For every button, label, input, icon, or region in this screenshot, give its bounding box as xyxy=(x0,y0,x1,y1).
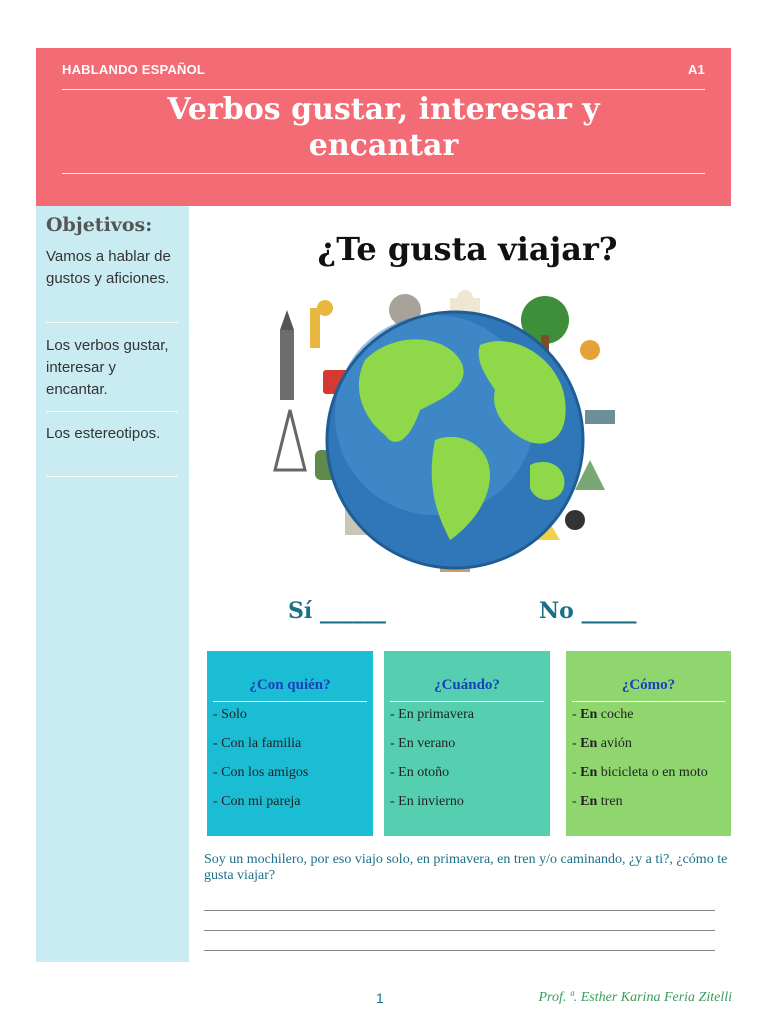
list-item: - Con mi pareja xyxy=(213,794,301,809)
box-divider xyxy=(572,701,725,702)
world-travel-illustration xyxy=(245,290,655,585)
objective-item: Los estereotipos. xyxy=(46,425,161,442)
course-name: HABLANDO ESPAÑOL xyxy=(62,62,206,77)
list-item: - Con los amigos xyxy=(213,765,309,780)
box-divider xyxy=(390,701,544,702)
item-text: coche xyxy=(597,707,634,722)
list-item: - Solo xyxy=(213,707,247,722)
header-top-row xyxy=(62,62,705,77)
yes-answer[interactable]: Sí ______ xyxy=(288,598,386,624)
bold-prefix: En xyxy=(580,765,598,780)
question-title: ¿Te gusta viajar? xyxy=(317,230,618,268)
author-credit: Prof. ª. Esther Karina Feria Zitelli xyxy=(538,990,732,1005)
header-divider-bottom xyxy=(62,173,705,174)
list-item: - En bicicleta o en moto xyxy=(572,765,708,780)
objective-divider xyxy=(46,322,178,323)
writing-prompt: Soy un mochilero, por eso viajo solo, en primavera, en tren y/o caminando, ¿y a ti?, ¿cómo te gusta viajar? xyxy=(204,852,728,883)
list-item: - En otoño xyxy=(390,765,450,780)
list-item: - En coche xyxy=(572,707,634,722)
with-whom-title: ¿Con quién? xyxy=(249,677,331,693)
no-answer[interactable]: No _____ xyxy=(539,598,637,624)
list-item: - En invierno xyxy=(390,794,464,809)
list-item: - En verano xyxy=(390,736,456,751)
how-title: ¿Cómo? xyxy=(621,677,676,693)
item-text: avión xyxy=(597,736,632,751)
list-item: - En tren xyxy=(572,794,623,809)
level-badge: A1 xyxy=(687,62,705,77)
page-number: 1 xyxy=(376,990,384,1006)
box-divider xyxy=(213,701,367,702)
answer-line[interactable] xyxy=(204,950,715,951)
objective-divider xyxy=(46,411,178,412)
page-title: Verbos gustar, interesar y encantar xyxy=(167,92,600,163)
list-item: - En avión xyxy=(572,736,632,751)
bold-prefix: En xyxy=(580,736,598,751)
bold-prefix: En xyxy=(580,794,598,809)
item-text: bicicleta o en moto xyxy=(597,765,708,780)
header-divider-top xyxy=(62,89,705,90)
with-whom-box xyxy=(207,651,373,836)
bold-prefix: En xyxy=(580,707,598,722)
objective-item: Vamos a hablar de gustos y aficiones. xyxy=(46,248,171,287)
objective-divider xyxy=(46,476,178,477)
when-title: ¿Cuándo? xyxy=(434,677,500,693)
list-item: - Con la familia xyxy=(213,736,302,751)
objective-item: Los verbos gustar, interesar y encantar. xyxy=(46,337,169,398)
objectives-title: Objetivos: xyxy=(46,214,153,236)
item-text: tren xyxy=(597,794,623,809)
objectives-sidebar xyxy=(36,206,189,962)
when-box xyxy=(384,651,550,836)
answer-line[interactable] xyxy=(204,930,715,931)
header-banner xyxy=(36,48,731,206)
how-box xyxy=(566,651,731,836)
answer-line[interactable] xyxy=(204,910,715,911)
list-item: - En primavera xyxy=(390,707,474,722)
